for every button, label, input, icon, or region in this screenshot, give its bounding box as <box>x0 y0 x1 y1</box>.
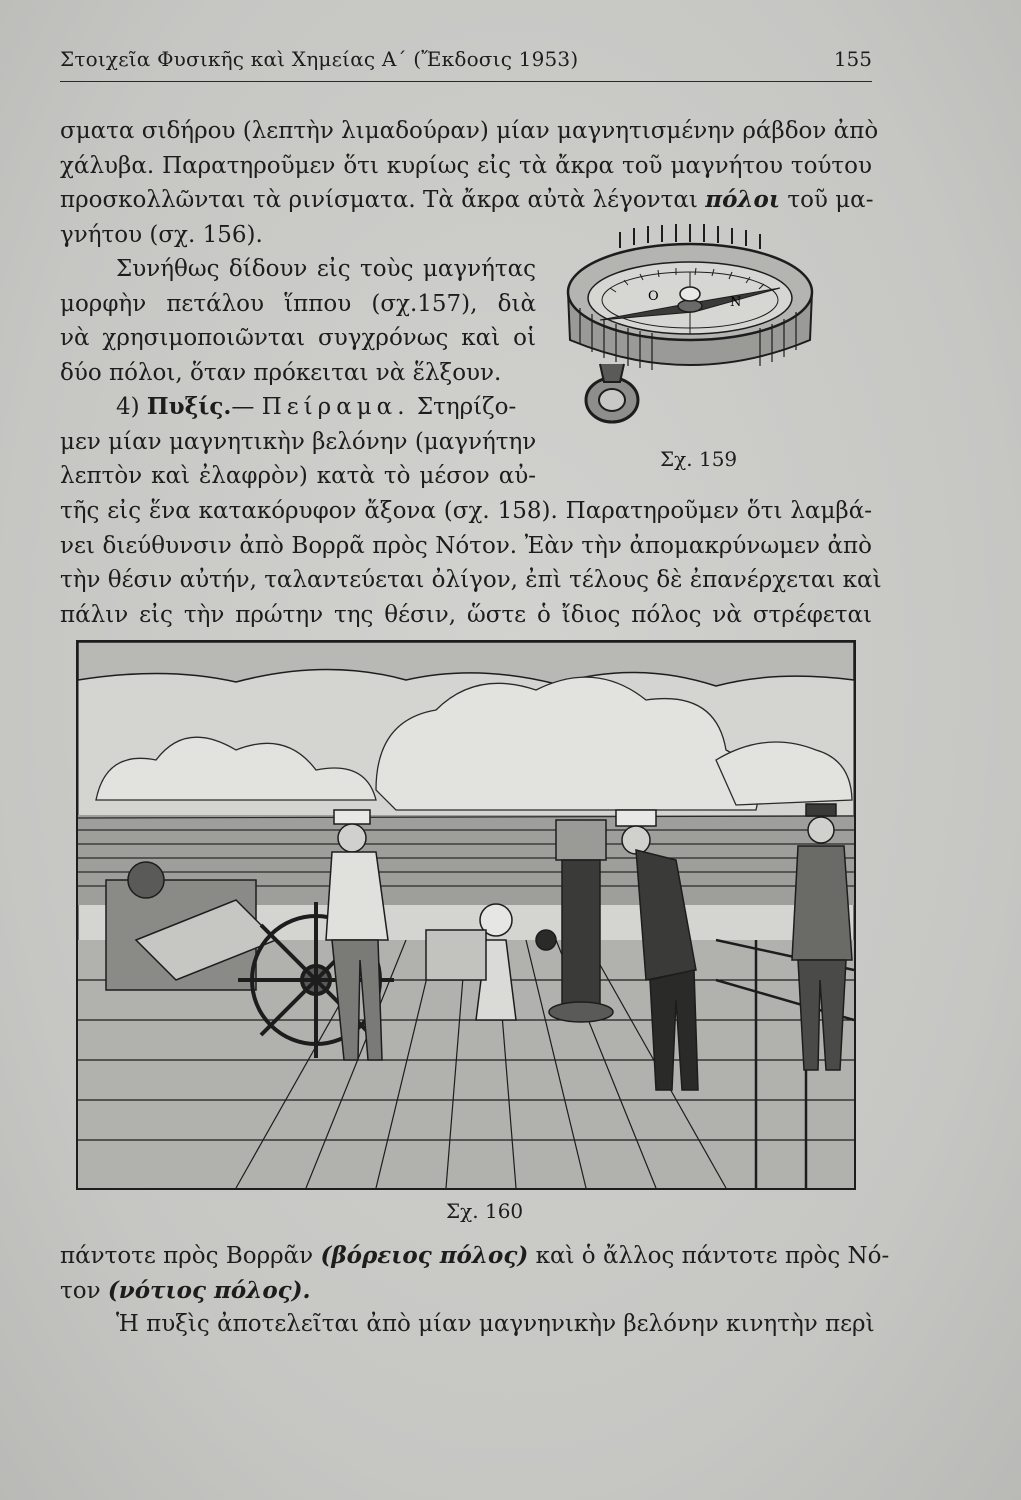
em-dash: — <box>231 394 255 420</box>
section-heading: Πυξίς. <box>146 393 232 420</box>
text-line: χάλυβα. Παρατηροῦμεν ὅτι κυρίως εἰς τὰ ἄκρα τοῦ μαγνήτου τούτου <box>60 152 872 179</box>
text-line: λεπτὸν καὶ ἐλαφρὸν) κατὰ τὸ μέσον αὐ- <box>60 463 536 489</box>
text-line: Συνήθως δίδουν εἰς τοὺς μαγνήτας <box>116 256 536 282</box>
text-line: γνήτου (σχ. 156). <box>60 221 263 248</box>
experiment-label: Πείραμα. <box>261 394 410 420</box>
compass-label-n: N <box>730 295 742 310</box>
text-line <box>60 1274 872 1309</box>
text-segment: τοῦ μα- <box>787 187 874 213</box>
ship-deck-illustration <box>76 640 856 1190</box>
text-line: τὴν θέσιν αὐτήν, ταλαντεύεται ὀλίγον, ἐπὶ τέλους δὲ ἐπανέρχεται καὶ <box>60 567 882 593</box>
text-line: σματα σιδήρου (λεπτὴν λιμαδούραν) μίαν μαγνητισμένην ράβδον ἀπὸ <box>60 118 879 144</box>
paragraph-needle-direction <box>60 494 882 632</box>
text-segment: Στηρίζο- <box>416 394 517 420</box>
term-notios-polos: (νότιος πόλος). <box>107 1276 311 1304</box>
text-segment: πάντοτε πρὸς Βορρᾶν <box>60 1243 314 1269</box>
text-line <box>60 183 872 218</box>
section-heading-line <box>60 390 536 425</box>
text-segment: προσκολλῶνται τὰ ρινίσματα. Τὰ ἄκρα αὐτὰ λέγονται <box>60 187 698 213</box>
text-line: νει διεύθυνσιν ἀπὸ Βορρᾶ πρὸς Νότον. Ἐὰν τὴν ἀπομακρύνωμεν ἀπὸ <box>60 532 872 559</box>
running-head <box>60 47 872 82</box>
text-line: μορφὴν πετάλου ἵππου (σχ.157), διὰ <box>60 290 536 317</box>
running-head-title: Στοιχεῖα Φυσικῆς καὶ Χημείας Α΄ (Ἔκδοσις 1953) <box>60 47 579 71</box>
text-line: δύο πόλοι, ὅταν πρόκειται νὰ ἕλξουν. <box>60 359 502 386</box>
text-segment: τον <box>60 1277 101 1304</box>
section-compass <box>60 390 536 494</box>
page-number: 155 <box>833 47 872 71</box>
paragraph-poles-names <box>60 1239 890 1308</box>
compass-label-o: O <box>648 289 659 304</box>
section-number: 4) <box>116 394 140 420</box>
text-line: νὰ χρησιμοποιῶνται συγχρόνως καὶ οἱ <box>60 325 536 351</box>
paragraph-horseshoe <box>60 252 536 390</box>
text-line <box>60 1239 890 1274</box>
text-line: πάλιν εἰς τὴν πρώτην της θέσιν, ὥστε ὁ ἴδιος πόλος νὰ στρέφεται <box>60 601 872 628</box>
text-segment: καὶ ὁ ἄλλος πάντοτε πρὸς Νό- <box>535 1243 890 1269</box>
text-line: μεν μίαν μαγνητικὴν βελόνην (μαγνήτην <box>60 428 537 455</box>
text-line: τῆς εἰς ἕνα κατακόρυφον ἄξονα (σχ. 158). Παρατηροῦμεν ὅτι λαμβά- <box>60 498 872 524</box>
text-line: Ἡ πυξὶς ἀποτελεῖται ἀπὸ μίαν μαγνηνικὴν βελόνην κινητὴν περὶ <box>116 1311 875 1337</box>
compass-illustration <box>560 222 822 432</box>
paragraph-compass-construction <box>60 1307 875 1342</box>
figure-caption-160: Σχ. 160 <box>446 1199 524 1223</box>
term-boreios-polos: (βόρειος πόλος) <box>320 1242 529 1269</box>
term-poloi: πόλοι <box>705 186 781 213</box>
figure-caption-159: Σχ. 159 <box>660 447 738 471</box>
